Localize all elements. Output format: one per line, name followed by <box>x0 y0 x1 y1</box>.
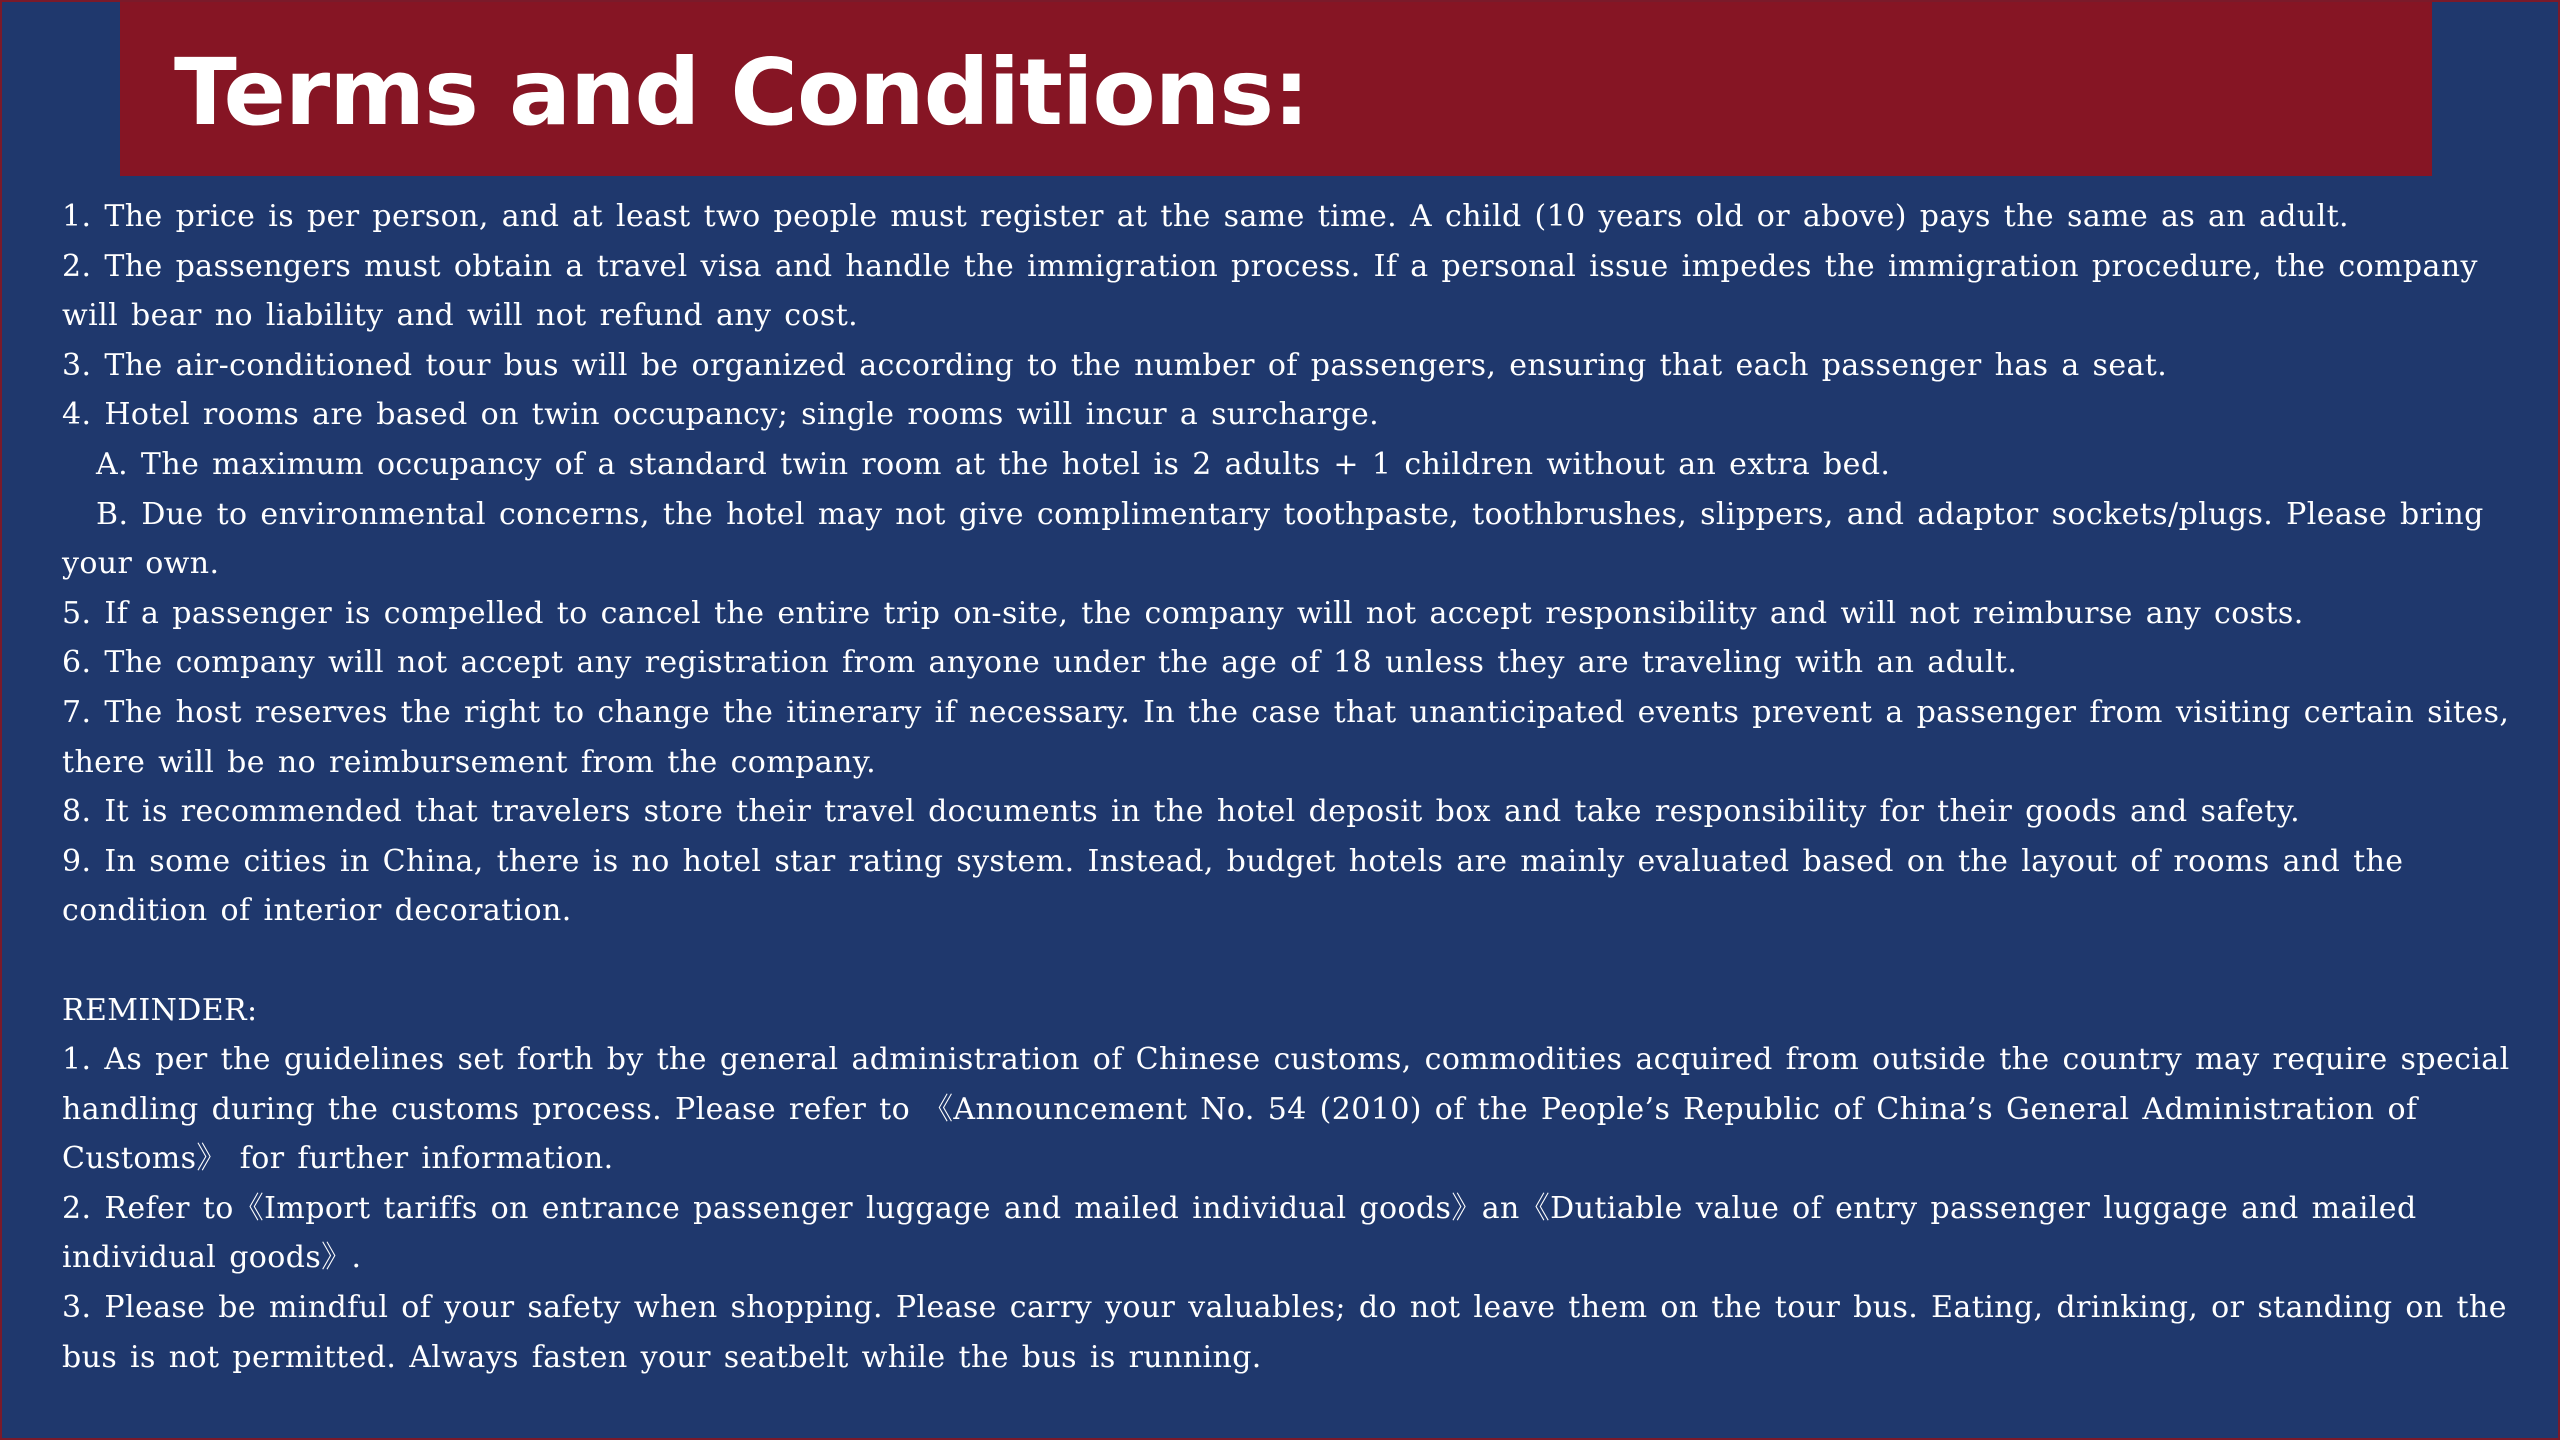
section-spacer <box>62 936 2532 986</box>
title-banner <box>120 2 2432 176</box>
term-item-4a: A. The maximum occupancy of a standard twin room at the hotel is 2 adults + 1 children without an extra bed. <box>96 446 1891 482</box>
reminder-item-1: 1. As per the guidelines set forth by the general administration of Chinese customs, commodities acquired from outside the country may require special handling during the customs process. Please refer to 《Announcement No. 54 (2010) of the People’s Republic of China’s General Administration of Customs》 for further information. <box>62 1042 2510 1177</box>
term-item-8: 8. It is recommended that travelers store their travel documents in the hotel deposit box and take responsibility for their goods and safety. <box>62 794 2301 830</box>
reminder-item-2: 2. Refer to《Import tariffs on entrance passenger luggage and mailed individual goods》an《Dutiable value of entry passenger luggage and mailed individual goods》. <box>62 1190 2417 1276</box>
term-item-9: 9. In some cities in China, there is no hotel star rating system. Instead, budget hotels are mainly evaluated based on the layout of rooms and the condition of interior decoration. <box>62 843 2404 929</box>
term-item-4b-text: B. Due to environmental concerns, the hotel may not give complimentary toothpaste, toothbrushes, slippers, and adaptor sockets/plugs. Please bring your own. <box>62 496 2484 582</box>
term-item-3: 3. The air-conditioned tour bus will be organized according to the number of passengers, ensuring that each passenger has a seat. <box>62 347 2168 383</box>
term-item-6: 6. The company will not accept any registration from anyone under the age of 18 unless they are traveling with an adult. <box>62 645 2018 681</box>
term-item-4b <box>62 490 2532 589</box>
term-item-7: 7. The host reserves the right to change the itinerary if necessary. In the case that unanticipated events prevent a passenger from visiting certain sites, there will be no reimbursement from the company. <box>62 694 2510 780</box>
terms-content <box>62 192 2532 1382</box>
term-item-1: 1. The price is per person, and at least two people must register at the same time. A child (10 years old or above) pays the same as an adult. <box>62 199 2349 234</box>
term-item-2: 2. The passengers must obtain a travel visa and handle the immigration process. If a personal issue impedes the immigration procedure, the company will bear no liability and will not refund any cost. <box>62 248 2478 334</box>
reminder-item-3: 3. Please be mindful of your safety when shopping. Please carry your valuables; do not leave them on the tour bus. Eating, drinking, or standing on the bus is not permitted. Always fasten your seatbelt while the bus is running. <box>62 1290 2507 1375</box>
term-item-4: 4. Hotel rooms are based on twin occupancy; single rooms will incur a surcharge. <box>62 397 1380 433</box>
reminder-heading: REMINDER: <box>62 992 258 1028</box>
term-item-5: 5. If a passenger is compelled to cancel the entire trip on-site, the company will not accept responsibility and will not reimburse any costs. <box>62 595 2304 631</box>
page-title: Terms and Conditions: <box>174 39 1309 146</box>
